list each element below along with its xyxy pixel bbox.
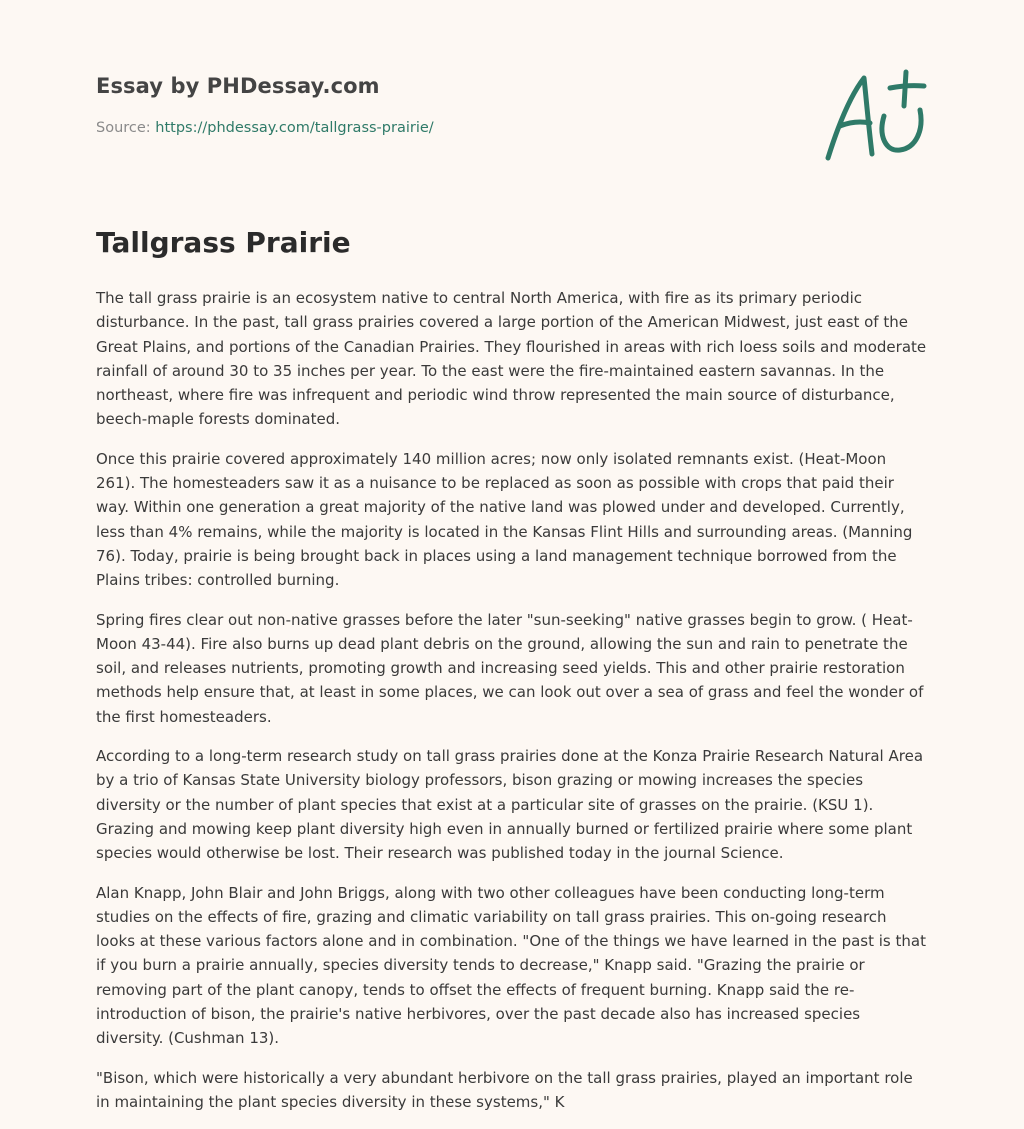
site-brand: Essay by PHDessay.com	[96, 74, 380, 98]
source-link[interactable]: https://phdessay.com/tallgrass-prairie/	[155, 120, 434, 136]
paragraph: Once this prairie covered approximately 140 million acres; now only isolated remnants exist. (Heat-Moon 261). The homesteaders saw it as a nuisance to be replaced as soon as possible with crops that paid their way. Within one generation a great majority of the native land was plowed under and developed. Currently, less than 4% remains, while the majority is located in the Kansas Flint Hills and surrounding areas. (Manning 76). Today, prairie is being brought back in places using a land management technique borrowed from the Plains tribes: controlled burning.	[96, 449, 913, 590]
paragraph: According to a long-term research study on tall grass prairies done at the Konza Prairie Research Natural Area by a trio of Kansas State University biology professors, bison grazing or mowing increases the species diversity or the number of plant species that exist at a particular site of grasses on the prairie. (KSU 1). Grazing and mowing keep plant diversity high even in annually burned or fertilized prairie where some plant species would otherwise be lost. Their research was published today in the journal Science.	[96, 747, 924, 863]
source-label: Source:	[96, 120, 151, 136]
paragraph: The tall grass prairie is an ecosystem native to central North America, with fire as its primary periodic disturbance. In the past, tall grass prairies covered a large portion of the American Midwest, just east of the Great Plains, and portions of the Canadian Prairies. They flourished in areas with rich loess soils and moderate rainfall of around 30 to 35 inches per year. To the east were the fire-maintained eastern savannas. In the northeast, where fire was infrequent and periodic wind throw represented the main source of disturbance, beech-maple forests dominated.	[96, 289, 927, 429]
paragraph: Spring fires clear out non-native grasses before the later "sun-seeking" native grasses begin to grow. ( Heat-Moon 43-44). Fire also burns up dead plant debris on the ground, allowing the sun and rain to penetrate the soil, and releases nutrients, promoting growth and increasing seed yields. This and other prairie restoration methods help ensure that, at least in some places, we can look out over a sea of grass and feel the wonder of the first homesteaders.	[96, 610, 924, 726]
essay-body	[96, 286, 928, 1129]
source-line	[96, 120, 928, 136]
paragraph: "Bison, which were historically a very abundant herbivore on the tall grass prairies, played an important role in maintaining the plant species diversity in these systems," K	[96, 1068, 913, 1111]
a-plus-grade-icon	[820, 66, 932, 166]
essay-title: Tallgrass Prairie	[96, 226, 351, 259]
page-header	[96, 74, 928, 136]
paragraph: Alan Knapp, John Blair and John Briggs, along with two other colleagues have been conducting long-term studies on the effects of fire, grazing and climatic variability on tall grass prairies. This on-going research looks at these various factors alone and in combination. "One of the things we have learned in the past is that if you burn a prairie annually, species diversity tends to decrease," Knapp said. "Grazing the prairie or removing part of the plant canopy, tends to offset the effects of frequent burning. Knapp said the re-introduction of bison, the prairie's native herbivores, over the past decade also has increased species diversity. (Cushman 13).	[96, 883, 926, 1048]
